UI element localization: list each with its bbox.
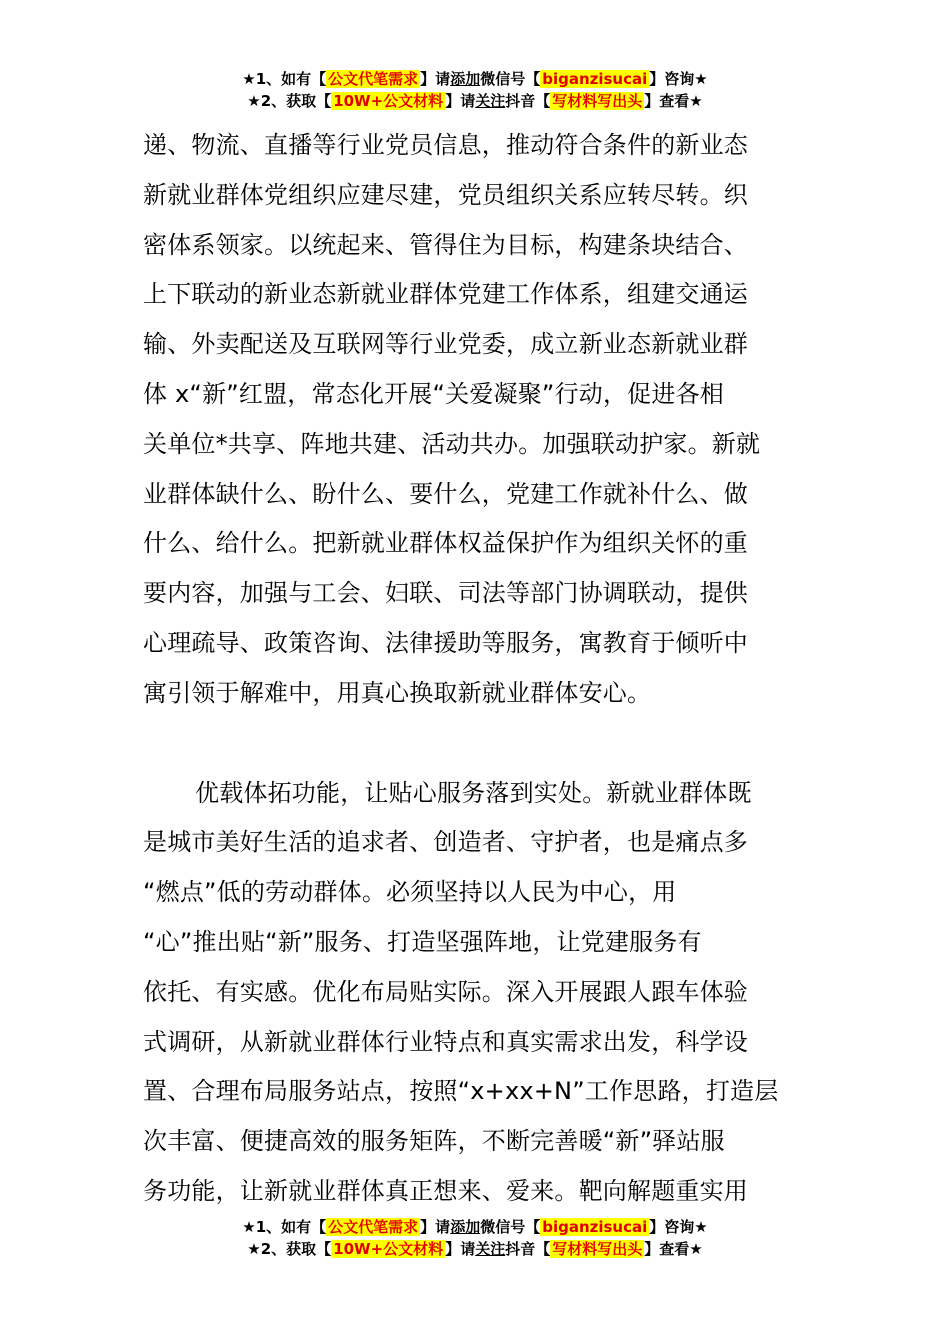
text-line: 要内容，加强与工会、妇联、司法等部门协调联动，提供 [143,579,748,608]
text-line: 务功能，让新就业群体真正想来、爱来。靶向解题重实用 [143,1176,748,1205]
banner-line-1: ★1、如有【 公文代笔需求 】请添加微信号【 biganzisucai 】咨询★ [242,70,708,88]
text-line: 次丰富、便捷高效的服务矩阵，不断完善暖“新”驿站服 [143,1127,725,1156]
text-line: 依托、有实感。优化布局贴实际。深入开展跟人跟车体验 [143,977,748,1006]
text-line: 寓引领于解难中，用真心换取新就业群体安心。 [143,678,652,707]
highlight-douyin: 写材料写出头 [552,92,643,110]
text-line: 输、外卖配送及互联网等行业党委，成立新业态新就业群 [143,330,748,359]
paragraph-gap [143,719,808,769]
footer-banner [0,1216,950,1260]
text-line: 新就业群体党组织应建尽建，党员组织关系应转尽转。织 [143,180,748,209]
text-line: 上下联动的新业态新就业群体党建工作体系，组建交通运 [143,280,748,309]
highlight-materials: 10W+公文材料 [333,92,444,110]
highlight-wechat-id: biganzisucai [542,1218,648,1236]
text-line: 密体系领家。以统起来、管得住为目标，构建条块结合、 [143,230,748,259]
text-line: 置、合理布局服务站点，按照“x+xx+N”工作思路，打造层 [143,1077,779,1106]
text-line: 式调研，从新就业群体行业特点和真实需求出发，科学设 [143,1027,748,1056]
banner-line-2: ★2、获取【 10W+公文材料 】请关注抖音【 写材料写出头 】查看★ [247,1240,703,1258]
banner-line-2: ★2、获取【 10W+公文材料 】请关注抖音【 写材料写出头 】查看★ [247,92,703,110]
highlight-service: 公文代笔需求 [328,1218,419,1236]
banner-line-1: ★1、如有【 公文代笔需求 】请添加微信号【 biganzisucai 】咨询★ [242,1218,708,1236]
highlight-douyin: 写材料写出头 [552,1240,643,1258]
text-line: 关单位*共享、阵地共建、活动共办。加强联动护家。新就 [143,429,761,458]
text-line: 什么、给什么。把新就业群体权益保护作为组织关怀的重 [143,529,748,558]
text-line: 心理疏导、政策咨询、法律援助等服务，寓教育于倾听中 [143,628,748,657]
text-line: 是城市美好生活的追求者、创造者、守护者，也是痛点多 [143,828,748,857]
header-banner [0,68,950,112]
paragraph-2 [143,769,808,1217]
text-line: “燃点”低的劳动群体。必须坚持以人民为中心，用 [143,878,677,907]
text-line: 业群体缺什么、盼什么、要什么，党建工作就补什么、做 [143,479,748,508]
highlight-materials: 10W+公文材料 [333,1240,444,1258]
text-line: “心”推出贴“新”服务、打造坚强阵地，让党建服务有 [143,927,702,956]
text-line: 体 x“新”红盟，常态化开展“关爱凝聚”行动，促进各相 [143,379,724,408]
document-body [143,121,808,1217]
paragraph-1 [143,121,808,719]
text-line: 优载体拓功能，让贴心服务落到实处。新就业群体既 [195,778,752,807]
text-line: 递、物流、直播等行业党员信息，推动符合条件的新业态 [143,131,748,159]
highlight-service: 公文代笔需求 [328,70,419,88]
highlight-wechat-id: biganzisucai [542,70,648,88]
